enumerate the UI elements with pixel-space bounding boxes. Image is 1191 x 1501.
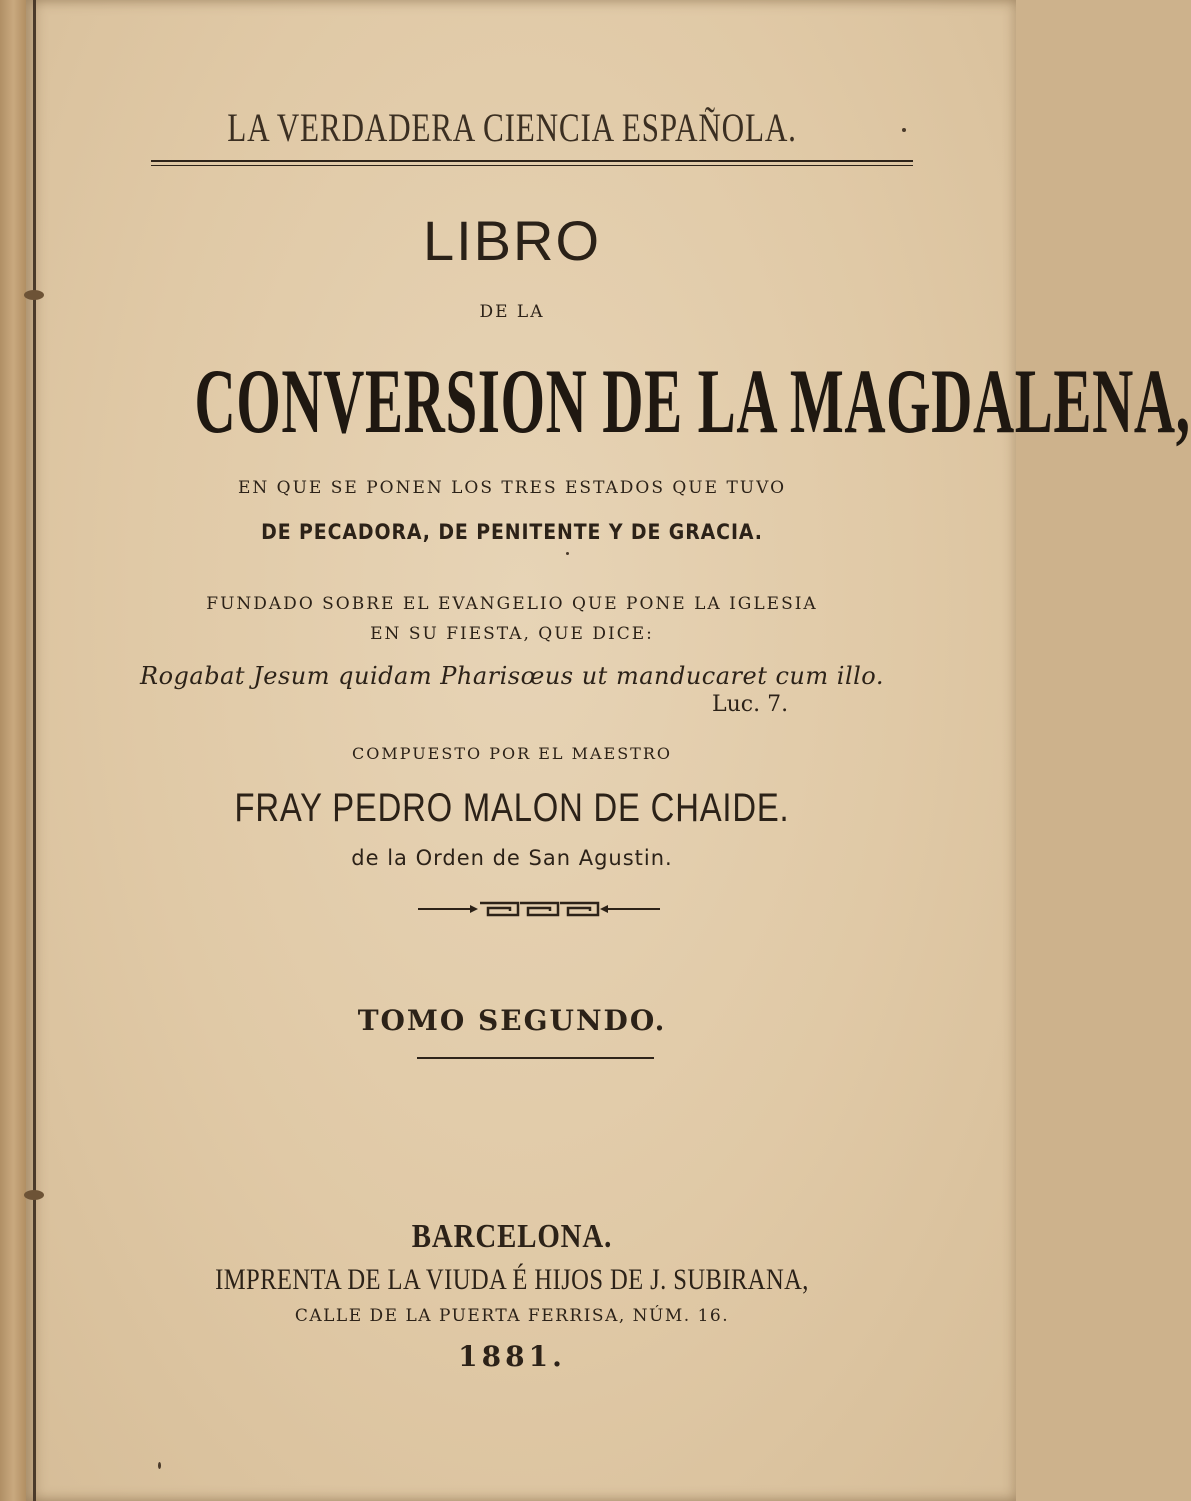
header-double-rule <box>151 160 913 166</box>
binding-stitch <box>24 1190 44 1200</box>
greek-key-ornament-icon <box>418 898 660 920</box>
composed-by: COMPUESTO POR EL MAESTRO <box>351 744 673 763</box>
binding-stitch <box>24 290 44 300</box>
author-name: FRAY PEDRO MALON DE CHAIDE. <box>234 786 790 830</box>
paper-speck <box>158 1462 161 1469</box>
foundation-line-1: FUNDADO SOBRE EL EVANGELIO QUE PONE LA IGLESIA <box>206 594 818 614</box>
foundation-line-2: EN SU FIESTA, QUE DICE: <box>370 624 654 644</box>
imprint-press: IMPRENTA DE LA VIUDA É HIJOS DE J. SUBIRANA, <box>215 1263 809 1296</box>
series-title: LA VERDADERA CIENCIA ESPAÑOLA. <box>227 105 797 150</box>
scripture-citation: Luc. 7. <box>712 692 789 717</box>
author-order: de la Orden de San Agustin. <box>351 846 673 870</box>
volume-rule <box>417 1057 654 1059</box>
main-title: CONVERSION DE LA MAGDALENA, <box>194 350 1191 452</box>
paper-speck <box>902 128 906 132</box>
book-heading: LIBRO <box>422 209 602 272</box>
latin-quote: Rogabat Jesum quidam Pharisœus ut manducaret cum illo. <box>140 662 884 690</box>
subtitle-line-1: EN QUE SE PONEN LOS TRES ESTADOS QUE TUVO <box>237 478 787 498</box>
heading-connector: DE LA <box>479 302 545 322</box>
paper-speck <box>566 552 569 555</box>
imprint-address: CALLE DE LA PUERTA FERRISA, NÚM. 16. <box>294 1306 730 1326</box>
imprint-city: BARCELONA. <box>411 1218 613 1255</box>
subtitle-line-2: DE PECADORA, DE PENITENTE Y DE GRACIA. <box>261 520 763 544</box>
volume-label: TOMO SEGUNDO. <box>357 1004 667 1037</box>
imprint-year: 1881. <box>458 1340 566 1373</box>
